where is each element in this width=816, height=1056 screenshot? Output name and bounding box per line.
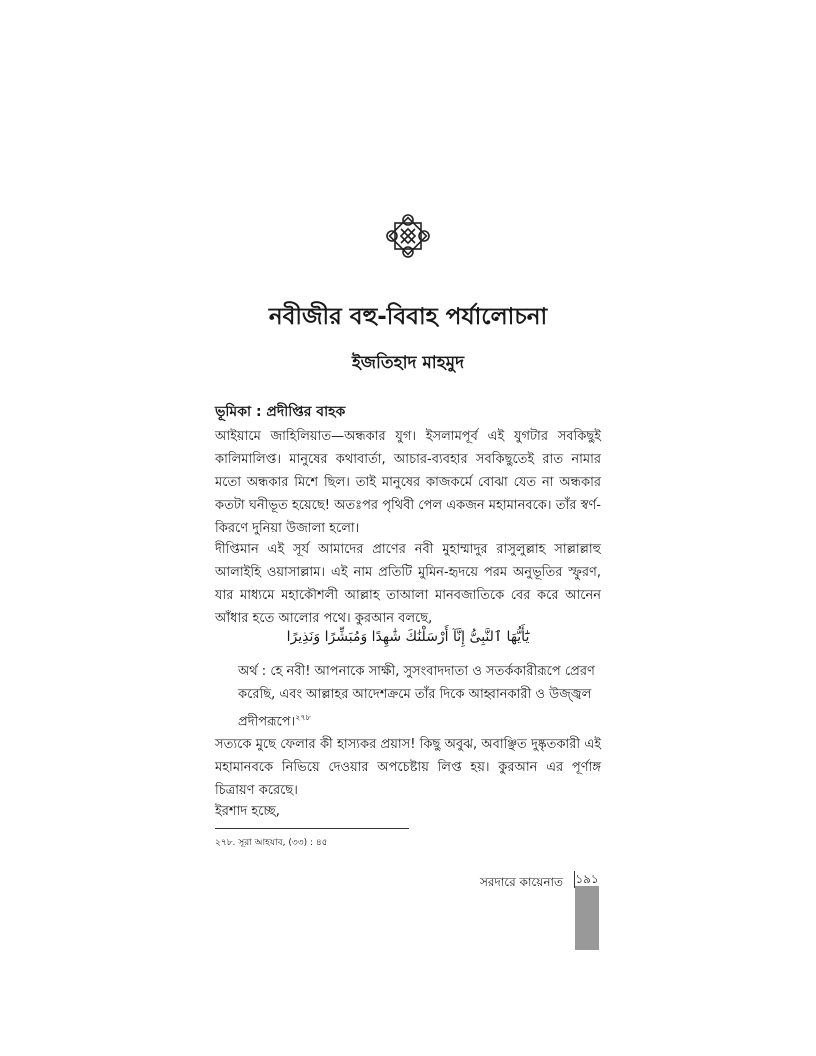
footnote-marker: ২৭৮ <box>295 713 311 722</box>
thumb-tab <box>575 886 599 950</box>
body-paragraph-1: আইয়ামে জাহিলিয়াত—অন্ধকার যুগ। ইসলামপূর্ব এই যুগটার সবকিছুই কালিমালিপ্ত। মানুষের কথাবার্তা, আচার-ব্যবহার সবকিছুতেই রাত নামার মতো অন্ধকার মিশে ছিল। তাই মানুষের কাজকর্মে বোঝা যেত না অন্ধকার কতটা ঘনীভূত হয়েছে! অতঃপর পৃথিবী পেল একজন মহামানবকে। তাঁর স্বর্ণ-কিরণে দুনিয়া উজালা হলো। <box>215 429 601 536</box>
section-heading: ভূমিকা : প্রদীপ্তির বাহক <box>215 404 346 420</box>
footnote-divider <box>215 828 409 829</box>
body-paragraph-4: ইরশাদ হচ্ছে, <box>215 804 280 819</box>
author-name: ইজতিহাদ মাহমুদ <box>351 353 465 373</box>
ornament-icon <box>384 212 432 260</box>
page-title: নবীজীর বহু-বিবাহ পর্যালোচনা <box>268 304 548 330</box>
body-paragraph-3: সত্যকে মুছে ফেলার কী হাস্যকর প্রয়াস! কিছু অবুঝ, অবাঞ্ছিত দুষ্কৃতকারী এই মহামানবকে নিভিয়ে দেওয়ার অপচেষ্টায় লিপ্ত হয়। কুরআন এর পূর্ণাঙ্গ চিত্রায়ণ করেছে। <box>215 737 601 798</box>
body-paragraph-2: দীপ্তিমান এই সূর্য আমাদের প্রাণের নবী মুহাম্মাদুর রাসুলুল্লাহ সাল্লাল্লাহু আলাইহি ওয়াসাল্লাম। এই নাম প্রতিটি মুমিন-হৃদয়ে পরম অনুভূতির স্ফুরণ, যার মাধ্যমে মহাকৌশলী আল্লাহ তাআলা মানবজাতিকে বের করে আনেন আঁধার হতে আলোর পথে। কুরআন বলছে, <box>215 542 601 626</box>
arabic-verse: يَٰٓأَيُّهَا ٱلنَّبِىُّ إِنَّآ أَرْسَلْنَٰكَ شَٰهِدًا وَمُبَشِّرًا وَنَذِيرًا <box>286 629 530 645</box>
verse-translation <box>238 660 600 733</box>
translation-text: অর্থ : হে নবী! আপনাকে সাক্ষী, সুসংবাদদাতা ও সতর্ককারীরূপে প্রেরণ করেছি, এবং আল্লাহর আদেশক্রমে তাঁর দিকে আহ্বানকারী ও উজ্জ্বল প্রদীপরূপে। <box>238 664 595 730</box>
footnote: ২৭৮. সূরা আহযাব, (৩৩) : ৪৫ <box>215 838 328 848</box>
page-number: ১৯১ <box>575 872 599 886</box>
running-head: সরদারে কায়েনাত <box>480 875 563 889</box>
